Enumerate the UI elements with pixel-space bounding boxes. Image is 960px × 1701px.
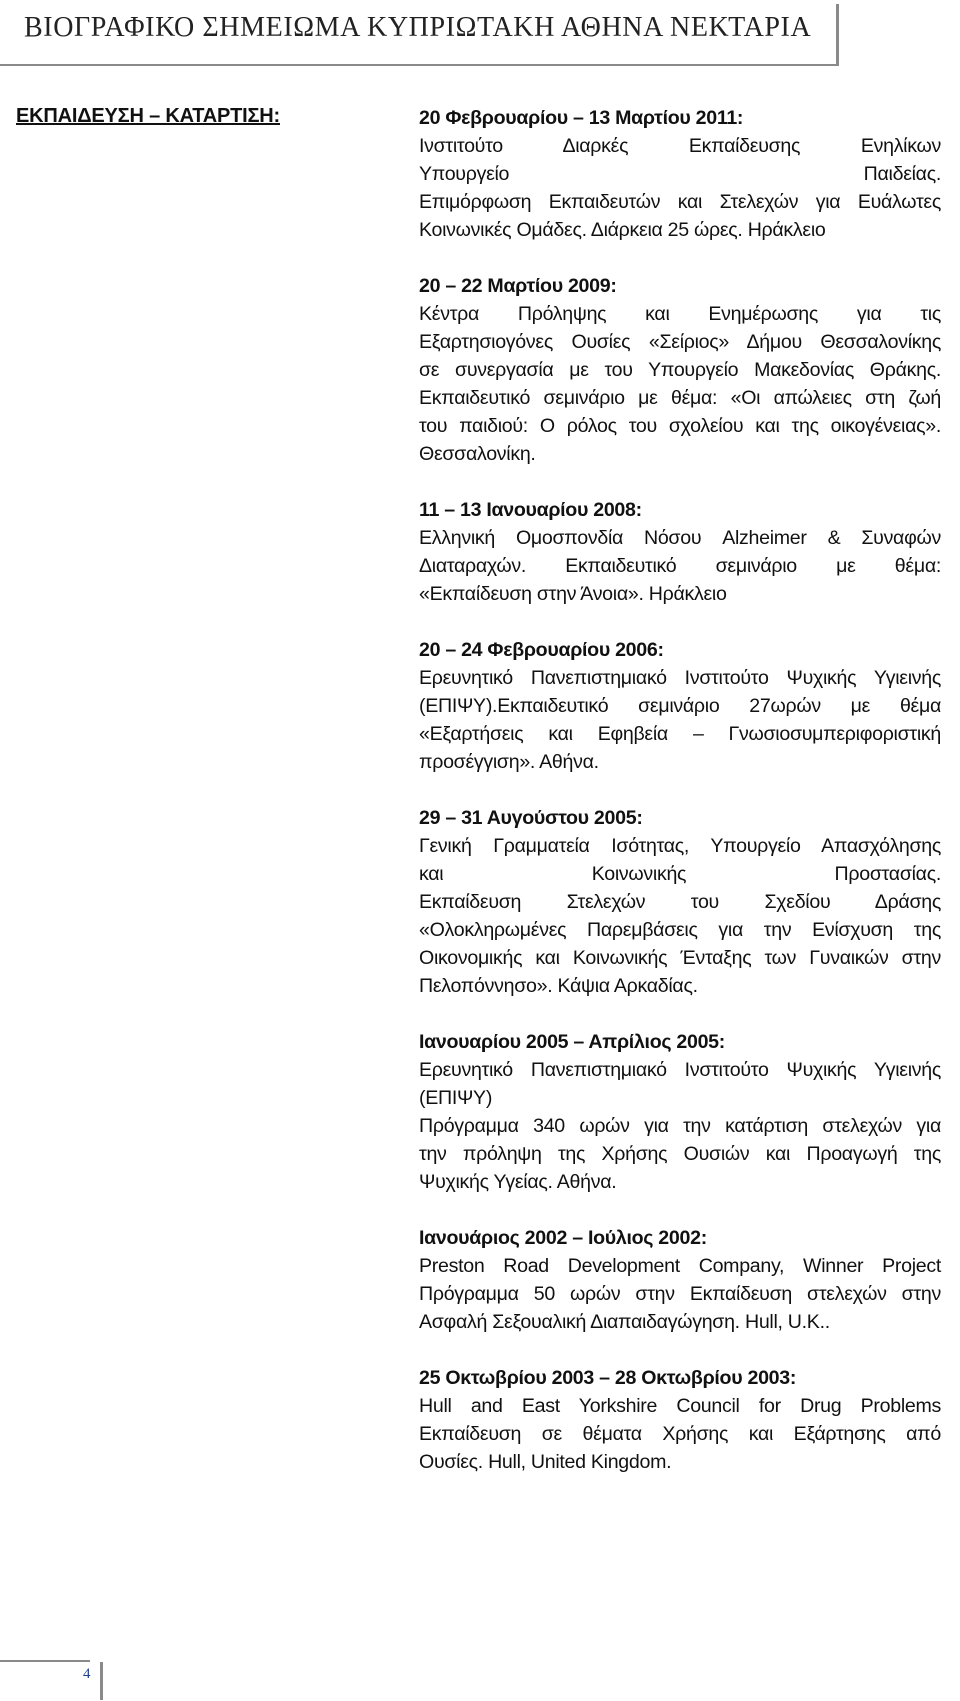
education-entry	[419, 104, 941, 244]
entry-line: Εκπαίδευση σε θέματα Χρήσης και Εξάρτησης από	[419, 1423, 941, 1445]
entry-line: Hull and East Yorkshire Council for Drug Problems	[419, 1395, 941, 1417]
entry-date: 20 – 22 Μαρτίου 2009:	[419, 275, 617, 297]
entry-line: Κοινωνικές Ομάδες. Διάρκεια 25 ώρες. Ηράκλειο	[419, 219, 826, 241]
education-entry	[419, 804, 941, 1000]
education-entry	[419, 1028, 941, 1196]
education-entry	[419, 1364, 941, 1476]
education-entry	[419, 272, 941, 468]
entry-line: Preston Road Development Company, Winner Project	[419, 1255, 941, 1277]
page-header	[0, 0, 960, 70]
entry-line: σε συνεργασία με του Υπουργείο Μακεδονίας Θράκης.	[419, 359, 941, 381]
entry-line: Θεσσαλονίκη.	[419, 443, 536, 465]
entry-line: Κέντρα Πρόληψης και Ενημέρωσης για τις	[419, 303, 941, 325]
entry-date: 20 Φεβρουαρίου – 13 Μαρτίου 2011:	[419, 107, 744, 129]
entry-line: Επιμόρφωση Εκπαιδευτών και Στελεχών για Ευάλωτες	[419, 191, 941, 213]
entry-line: Πρόγραμμα 50 ωρών στην Εκπαίδευση στελεχών στην	[419, 1283, 941, 1305]
entry-date: Ιανουαρίου 2005 – Απρίλιος 2005:	[419, 1031, 726, 1053]
entry-line: Ινστιτούτο Διαρκές Εκπαίδευσης Ενηλίκων	[419, 135, 941, 157]
entry-line: και Κοινωνικής Προστασίας.	[419, 863, 941, 885]
section-heading: ΕΚΠΑΙΔΕΥΣΗ – ΚΑΤΑΡΤΙΣΗ:	[16, 105, 280, 127]
header-rule	[0, 64, 837, 66]
entry-line: Ελληνική Ομοσπονδία Νόσου Alzheimer & Συναφών	[419, 527, 941, 549]
entry-line: Πελοπόννησο». Κάψια Αρκαδίας.	[419, 975, 698, 997]
document-title: ΒΙΟΓΡΑΦΙΚΟ ΣΗΜΕΙΩΜΑ ΚΥΠΡΙΩΤΑΚΗ ΑΘΗΝΑ ΝΕΚΤΑΡΙΑ	[24, 12, 812, 43]
entry-line: (ΕΠΙΨΥ).Εκπαιδευτικό σεμινάριο 27ωρών με θέμα	[419, 695, 941, 717]
entry-line: Διαταραχών. Εκπαιδευτικό σεμινάριο με θέμα:	[419, 555, 941, 577]
footer-rule	[0, 1660, 90, 1662]
entry-line: Εξαρτησιογόνες Ουσίες «Σείριος» Δήμου Θεσσαλονίκης	[419, 331, 941, 353]
entry-line: Ψυχικής Υγείας. Αθήνα.	[419, 1171, 617, 1193]
entry-line: «Ολοκληρωμένες Παρεμβάσεις για την Ενίσχυση της	[419, 919, 941, 941]
footer-rule-vertical	[100, 1662, 103, 1700]
entry-date: Ιανουάριος 2002 – Ιούλιος 2002:	[419, 1227, 707, 1249]
entry-date: 29 – 31 Αυγούστου 2005:	[419, 807, 643, 829]
entry-line: προσέγγιση». Αθήνα.	[419, 751, 599, 773]
header-rule-vertical	[836, 4, 839, 66]
entry-line: Πρόγραμμα 340 ωρών για την κατάρτιση στελεχών για	[419, 1115, 941, 1137]
education-entry	[419, 1224, 941, 1336]
education-entries	[419, 104, 941, 1504]
page-number: 4	[83, 1666, 91, 1682]
entry-line: Ερευνητικό Πανεπιστημιακό Ινστιτούτο Ψυχικής Υγιεινής	[419, 667, 941, 689]
entry-line: του παιδιού: Ο ρόλος του σχολείου και της οικογένειας».	[419, 415, 941, 437]
entry-line: την πρόληψη της Χρήσης Ουσιών και Προαγωγή της	[419, 1143, 941, 1165]
entry-line: Οικονομικής και Κοινωνικής Ένταξης των Γυναικών στην	[419, 947, 941, 969]
entry-line: Υπουργείο Παιδείας.	[419, 163, 941, 185]
entry-line: (ΕΠΙΨΥ)	[419, 1087, 493, 1109]
education-entry	[419, 496, 941, 608]
entry-line: Εκπαίδευση Στελεχών του Σχεδίου Δράσης	[419, 891, 941, 913]
entry-line: Ερευνητικό Πανεπιστημιακό Ινστιτούτο Ψυχικής Υγιεινής	[419, 1059, 941, 1081]
entry-line: «Εκπαίδευση στην Άνοια». Ηράκλειο	[419, 583, 727, 605]
entry-line: Ασφαλή Σεξουαλική Διαπαιδαγώγηση. Hull, U.K..	[419, 1311, 830, 1333]
entry-line: Ουσίες. Hull, United Kingdom.	[419, 1451, 672, 1473]
entry-date: 25 Οκτωβρίου 2003 – 28 Οκτωβρίου 2003:	[419, 1367, 797, 1389]
entry-line: Εκπαιδευτικό σεμινάριο με θέμα: «Οι απώλειες στη ζωή	[419, 387, 941, 409]
education-entry	[419, 636, 941, 776]
entry-date: 20 – 24 Φεβρουαρίου 2006:	[419, 639, 664, 661]
entry-line: «Εξαρτήσεις και Εφηβεία – Γνωσιοσυμπεριφοριστική	[419, 723, 941, 745]
entry-line: Γενική Γραμματεία Ισότητας, Υπουργείο Απασχόλησης	[419, 835, 941, 857]
entry-date: 11 – 13 Ιανουαρίου 2008:	[419, 499, 642, 521]
